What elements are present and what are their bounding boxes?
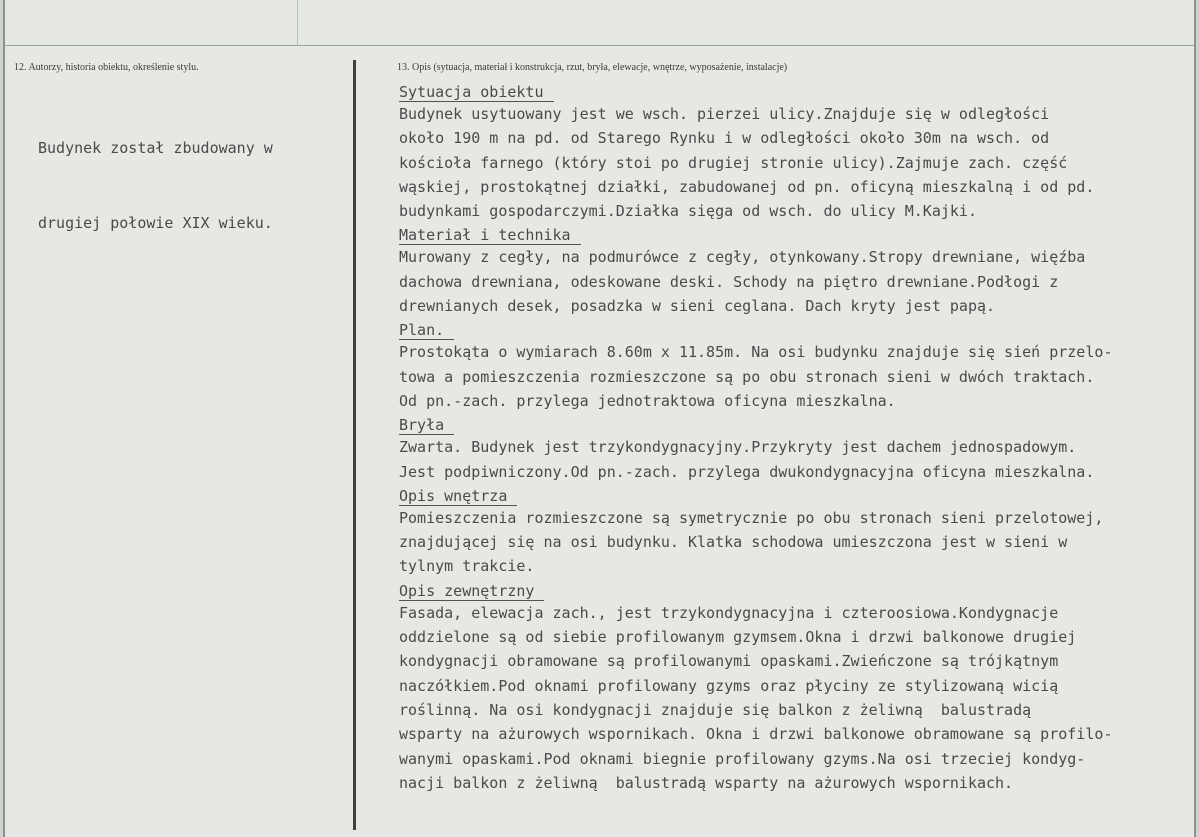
- section-material: [399, 223, 1199, 318]
- text-line: tylnym trakcie.: [399, 557, 535, 576]
- top-divider-line: [5, 45, 1194, 46]
- section-situation: [399, 80, 1199, 223]
- text-line: Budynek został zbudowany w: [38, 139, 273, 157]
- text-line: Zwarta. Budynek jest trzykondygnacyjny.Przykryty jest dachem jednospadowym.: [399, 438, 1077, 457]
- text-line: Budynek usytuowany jest we wsch. pierzei ulicy.Znajduje się w odległości: [399, 105, 1050, 123]
- section-title: Sytuacja obiektu: [399, 80, 554, 102]
- text-line: kościoła farnego (który stoi po drugiej stronie ulicy).Zajmuje zach. część: [399, 153, 1068, 172]
- text-line: znajdującej się na osi budynku. Klatka schodowa umieszczona jest w sieni w: [399, 533, 1068, 552]
- text-line: kondygnacji obramowane są profilowanymi opaskami.Zwieńczone są trójkątnym: [399, 652, 1059, 671]
- text-line: Jest podpiwniczony.Od pn.-zach. przylega dwukondygnacyjna oficyna mieszkalna.: [399, 462, 1095, 481]
- section-title: Opis zewnętrzny: [399, 579, 544, 601]
- left-field-header: 12. Autorzy, historia obiektu, określenie stylu.: [14, 62, 199, 73]
- text-line: oddzielone są od siebie profilowanym gzymsem.Okna i drzwi balkonowe drugiej: [399, 628, 1077, 647]
- top-column-line: [297, 0, 298, 45]
- section-massing: [399, 413, 1199, 484]
- text-line: nacji balkon z żeliwną balustradą wsparty na ażurowych wspornikach.: [399, 773, 1014, 792]
- text-line: roślinną. Na osi kondygnacji znajduje się balkon z żeliwną balustradą: [399, 700, 1032, 719]
- text-line: Od pn.-zach. przylega jednotraktowa oficyna mieszkalna.: [399, 391, 896, 410]
- text-line: wsparty na ażurowych wspornikach. Okna i drzwi balkonowe obramowane są profilo-: [399, 725, 1113, 744]
- text-line: około 190 m na pd. od Starego Rynku i w odległości około 30m na wsch. od: [399, 129, 1050, 148]
- section-plan: [399, 318, 1199, 413]
- text-line: towa a pomieszczenia rozmieszczone są po obu stronach sieni w dwóch traktach.: [399, 367, 1095, 386]
- document-sheet: [3, 0, 1196, 837]
- left-field-text: [38, 86, 338, 286]
- column-divider: [353, 60, 356, 830]
- right-field-header: 13. Opis (sytuacja, materiał i konstrukcja, rzut, bryła, elewacje, wnętrze, wyposażenie, instalacje): [397, 62, 788, 73]
- section-title: Bryła: [399, 413, 454, 435]
- section-title: Materiał i technika: [399, 223, 581, 245]
- text-line: Murowany z cegły, na podmurówce z cegły, otynkowany.Stropy drewniane, więźba: [399, 248, 1086, 267]
- text-line: naczółkiem.Pod oknami profilowany gzyms oraz płyciny ze stylizowaną wicią: [399, 676, 1059, 695]
- text-line: wąskiej, prostokątnej działki, zabudowanej od pn. oficyną mieszkalną i od pd.: [399, 177, 1095, 196]
- text-line: Fasada, elewacja zach., jest trzykondygnacyjna i czteroosiowa.Kondygnacje: [399, 603, 1059, 622]
- text-line: budynkami gospodarczymi.Działka sięga od wsch. do ulicy M.Kajki.: [399, 202, 977, 221]
- section-interior: [399, 484, 1199, 579]
- text-line: drugiej połowie XIX wieku.: [38, 214, 273, 232]
- text-line: wanymi opaskami.Pod oknami biegnie profilowany gzyms.Na osi trzeciej kondyg-: [399, 749, 1086, 768]
- text-line: drewnianych desek, posadzka w sieni ceglana. Dach kryty jest papą.: [399, 297, 996, 316]
- text-line: Pomieszczenia rozmieszczone są symetrycznie po obu stronach sieni przelotowej,: [399, 508, 1104, 527]
- section-exterior: [399, 579, 1199, 795]
- text-line: dachowa drewniana, odeskowane deski. Schody na piętro drewniane.Podłogi z: [399, 272, 1059, 291]
- text-line: Prostokąta o wymiarach 8.60m x 11.85m. Na osi budynku znajduje się sień przelo-: [399, 343, 1113, 362]
- section-title: Opis wnętrza: [399, 484, 517, 506]
- description-column: [399, 80, 1199, 795]
- section-title: Plan.: [399, 318, 454, 340]
